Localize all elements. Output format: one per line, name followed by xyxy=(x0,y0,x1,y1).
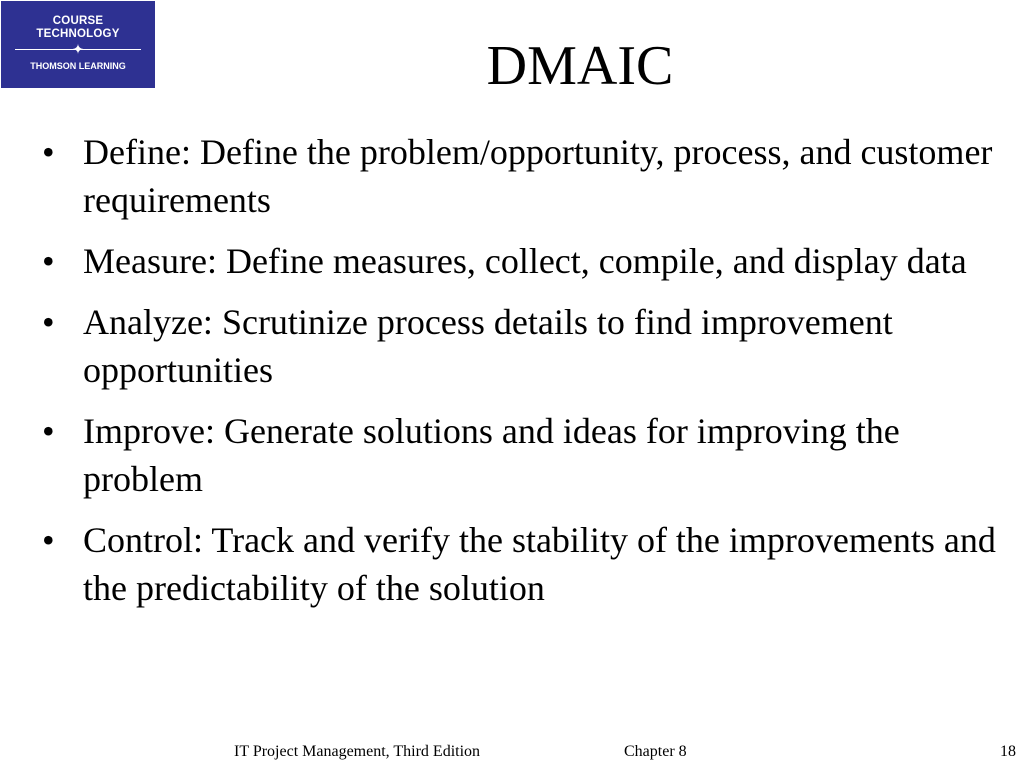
bullet-list xyxy=(42,128,1002,625)
bullet-text: Measure: Define measures, collect, compile, and display data xyxy=(83,241,967,281)
bullet-dot-icon: • xyxy=(42,241,55,281)
footer-chapter: Chapter 8 xyxy=(624,743,687,760)
bullet-dot-icon: • xyxy=(42,411,55,451)
publisher-logo xyxy=(1,1,155,88)
bullet-text: Define: Define the problem/opportunity, process, and customer requirements xyxy=(83,132,993,220)
footer-book-title: IT Project Management, Third Edition xyxy=(234,743,481,760)
bullet-dot-icon: • xyxy=(42,302,55,342)
bullet-control xyxy=(42,516,1002,612)
bullet-dot-icon: • xyxy=(42,520,55,560)
bullet-analyze xyxy=(42,298,1002,394)
slide-title: DMAIC xyxy=(486,35,674,97)
footer-page-number: 18 xyxy=(1000,743,1016,760)
logo-line-technology: TECHNOLOGY xyxy=(36,28,120,40)
bullet-measure xyxy=(42,237,1002,285)
star-icon: ✦ xyxy=(72,41,84,57)
logo-line-course: COURSE xyxy=(52,15,104,27)
logo-line-thomson: THOMSON LEARNING xyxy=(30,61,126,71)
bullet-text: Improve: Generate solutions and ideas for improving the problem xyxy=(83,411,900,499)
bullet-text: Analyze: Scrutinize process details to find improvement opportunities xyxy=(83,302,893,390)
bullet-define xyxy=(42,128,1002,224)
bullet-improve xyxy=(42,407,1002,503)
bullet-text: Control: Track and verify the stability of the improvements and the predictability of the solution xyxy=(83,520,996,608)
bullet-dot-icon: • xyxy=(42,132,55,172)
